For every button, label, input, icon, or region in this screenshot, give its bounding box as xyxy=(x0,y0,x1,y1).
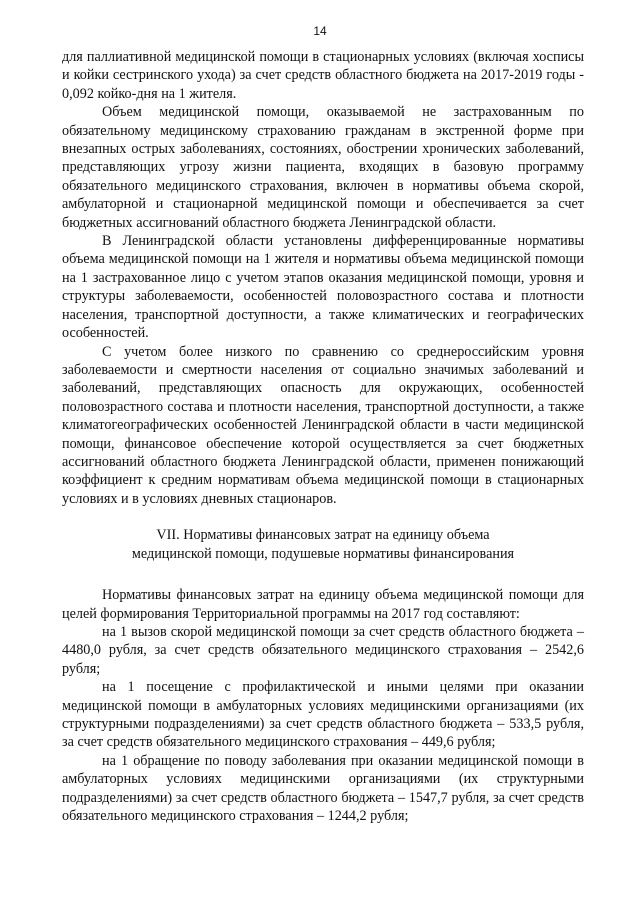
paragraph-uninsured-emergency-care: Объем медицинской помощи, оказываемой не застрахованным по обязательному медицинскому страхованию гражданам в экстренной форме при внезапных острых заболеваниях, состояниях, обострении хронических заболеваний, представляющих угрозу жизни пациента, входящих в базовую программу обязательного медицинского страхования, включен в нормативы объема скорой, амбулаторной и стационарной медицинской помощи и обеспечивается за счет бюджетных ассигнований областного бюджета Ленинградской области. xyxy=(62,104,584,231)
paragraph-preventive-visit-cost: на 1 посещение с профилактической и иными целями при оказании медицинской помощи в амбулаторных условиях медицинскими организациями (их структурными подразделениями) за счет средств областного бюджета – 533,5 рубля, за счет средств обязательного медицинского страхования – 449,6 рубля; xyxy=(62,679,584,751)
paragraph-disease-appeal-cost: на 1 обращение по поводу заболевания при оказании медицинской помощи в амбулаторных условиях медицинскими организациями (их структурными подразделениями) за счет средств областного бюджета – 1547,7 рубля, за счет средств обязательного медицинского страхования – 1244,2 рубля; xyxy=(62,752,584,825)
paragraph-reduction-coefficient: С учетом более низкого по сравнению со среднероссийским уровня заболеваемости и смертности населения от социально значимых заболеваний и заболеваний, представляющих опасность для окружающих, особенностей половозрастного состава и плотности населения, транспортной доступности, а также климатогеографических особенностей Ленинградской области в части медицинской помощи, финансовое обеспечение которой осуществляется за счет бюджетных ассигнований областного бюджета Ленинградской области, применен понижающий коэффициент к средним нормативам объема медицинской помощи в стационарных условиях и в условиях дневных стационаров. xyxy=(62,343,584,507)
paragraph-ambulance-call-cost: на 1 вызов скорой медицинской помощи за счет средств областного бюджета – 4480,0 рубля, за счет средств обязательного медицинского страхования – 2542,6 рубля; xyxy=(62,623,584,677)
section-heading xyxy=(62,526,584,564)
paragraph-cost-norms-intro: Нормативы финансовых затрат на единицу объема медицинской помощи для целей формирования Территориальной программы на 2017 год составляют: xyxy=(62,587,584,622)
paragraph-palliative-care: для паллиативной медицинской помощи в стационарных условиях (включая хосписы и койки сестринского ухода) за счет средств областного бюджета на 2017-2019 годы - 0,092 койко-дня на 1 жителя. xyxy=(62,49,584,102)
section-heading-line-2: медицинской помощи, подушевые нормативы финансирования xyxy=(131,546,515,563)
paragraph-differentiated-norms: В Ленинградской области установлены дифференцированные нормативы объема медицинской помощи на 1 жителя и нормативы объема медицинской помощи на 1 застрахованное лицо с учетом этапов оказания медицинской помощи, уровня и структуры заболеваемости, особенностей половозрастного состава и плотности населения, транспортной доступности, а также климатических и географических особенностей. xyxy=(62,233,584,342)
section-heading-line-1: VII. Нормативы финансовых затрат на единицу объема xyxy=(156,527,490,544)
document-body xyxy=(62,48,584,825)
page-number: 14 xyxy=(313,24,327,38)
